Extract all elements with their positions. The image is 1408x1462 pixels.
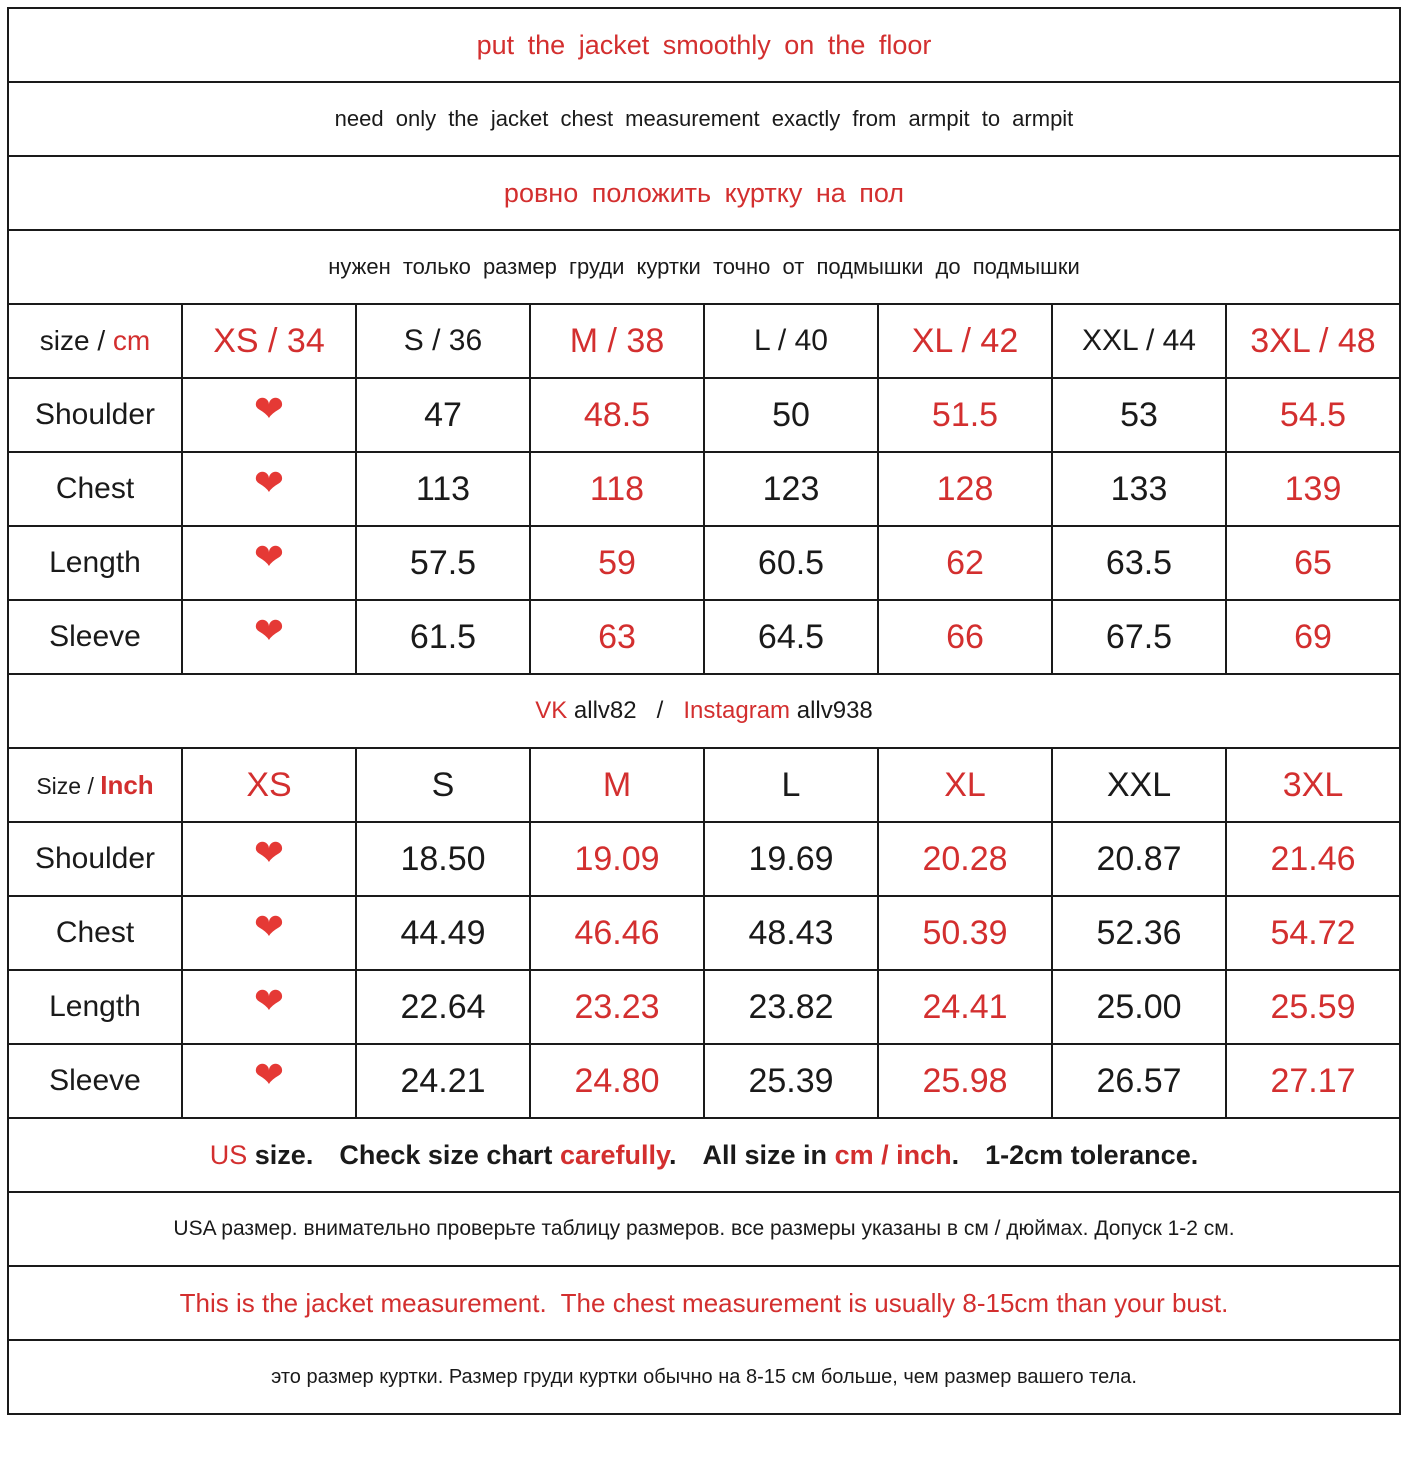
size-header-3xl: 3XL [1226, 748, 1400, 822]
value-cell: 62 [878, 526, 1052, 600]
cm-row-shoulder [8, 378, 1400, 452]
value-cell: 60.5 [704, 526, 878, 600]
row-label: Shoulder [8, 822, 182, 896]
value-cell: 44.49 [356, 896, 530, 970]
row-label: Sleeve [8, 600, 182, 674]
heart-icon: ❤ [253, 906, 285, 947]
size-header-3xl: 3XL / 48 [1226, 304, 1400, 378]
note-row-us [8, 1118, 1400, 1192]
value-cell: 50 [704, 378, 878, 452]
value-cell: 27.17 [1226, 1044, 1400, 1118]
value-cell: 63.5 [1052, 526, 1226, 600]
row-label: Chest [8, 896, 182, 970]
size-header-xs: XS / 34 [182, 304, 356, 378]
social-cell [8, 674, 1400, 748]
value-cell: 128 [878, 452, 1052, 526]
inch-row-chest [8, 896, 1400, 970]
note-check-suffix: . [669, 1139, 677, 1170]
heart-cell [182, 970, 356, 1044]
value-cell: 53 [1052, 378, 1226, 452]
value-cell: 54.5 [1226, 378, 1400, 452]
row-label: Length [8, 526, 182, 600]
note-units: cm / inch [834, 1139, 952, 1170]
value-cell: 24.41 [878, 970, 1052, 1044]
value-cell: 20.28 [878, 822, 1052, 896]
value-cell: 23.82 [704, 970, 878, 1044]
value-cell: 48.5 [530, 378, 704, 452]
inch-header-row [8, 748, 1400, 822]
value-cell: 26.57 [1052, 1044, 1226, 1118]
value-cell: 118 [530, 452, 704, 526]
value-cell: 25.39 [704, 1044, 878, 1118]
jacket-measurement-note: This is the jacket measurement. The chest measurement is usually 8-15cm than your bust. [8, 1266, 1400, 1340]
note-carefully: carefully [559, 1139, 669, 1170]
heart-cell [182, 1044, 356, 1118]
size-header-l: L / 40 [704, 304, 878, 378]
value-cell: 22.64 [356, 970, 530, 1044]
row-label: Sleeve [8, 1044, 182, 1118]
value-cell: 66 [878, 600, 1052, 674]
value-cell: 61.5 [356, 600, 530, 674]
banner-floor-ru: ровно положить куртку на пол [8, 156, 1400, 230]
value-cell: 69 [1226, 600, 1400, 674]
value-cell: 19.09 [530, 822, 704, 896]
value-cell: 133 [1052, 452, 1226, 526]
value-cell: 46.46 [530, 896, 704, 970]
us-size-note [8, 1118, 1400, 1192]
value-cell: 24.21 [356, 1044, 530, 1118]
instagram-handle: allv938 [796, 697, 873, 724]
value-cell: 57.5 [356, 526, 530, 600]
value-cell: 47 [356, 378, 530, 452]
heart-icon: ❤ [253, 832, 285, 873]
size-header-l: L [704, 748, 878, 822]
value-cell: 52.36 [1052, 896, 1226, 970]
value-cell: 59 [530, 526, 704, 600]
size-header-xl: XL [878, 748, 1052, 822]
value-cell: 20.87 [1052, 822, 1226, 896]
value-cell: 25.59 [1226, 970, 1400, 1044]
heart-cell [182, 896, 356, 970]
heart-icon: ❤ [253, 536, 285, 577]
heart-icon: ❤ [253, 1054, 285, 1095]
cm-row-length [8, 526, 1400, 600]
heart-icon: ❤ [253, 388, 285, 429]
social-separator: / [656, 697, 664, 724]
heart-cell [182, 378, 356, 452]
cm-row-chest [8, 452, 1400, 526]
note-row-ru-jacket [8, 1340, 1400, 1414]
value-cell: 48.43 [704, 896, 878, 970]
value-cell: 21.46 [1226, 822, 1400, 896]
note-size: size. [247, 1139, 314, 1170]
value-cell: 54.72 [1226, 896, 1400, 970]
size-header-xxl: XXL / 44 [1052, 304, 1226, 378]
banner-chest-ru: нужен только размер груди куртки точно от подмышки до подмышки [8, 230, 1400, 304]
inch-row-sleeve [8, 1044, 1400, 1118]
cm-row-sleeve [8, 600, 1400, 674]
note-check-prefix: Check size chart [339, 1139, 560, 1170]
heart-icon: ❤ [253, 980, 285, 1021]
banner-floor-en: put the jacket smoothly on the floor [8, 8, 1400, 82]
heart-cell [182, 600, 356, 674]
value-cell: 25.98 [878, 1044, 1052, 1118]
cm-header-row [8, 304, 1400, 378]
note-row-ru [8, 1192, 1400, 1266]
note-us: US [209, 1139, 248, 1170]
heart-cell [182, 526, 356, 600]
banner-row [8, 82, 1400, 156]
ru-jacket-note: это размер куртки. Размер груди куртки обычно на 8-15 см больше, чем размер вашего тела. [8, 1340, 1400, 1414]
banner-chest-en: need only the jacket chest measurement exactly from armpit to armpit [8, 82, 1400, 156]
note-all-suffix: . [951, 1139, 960, 1170]
row-label: Shoulder [8, 378, 182, 452]
social-row [8, 674, 1400, 748]
row-label: Chest [8, 452, 182, 526]
value-cell: 50.39 [878, 896, 1052, 970]
size-header-xs: XS [182, 748, 356, 822]
value-cell: 19.69 [704, 822, 878, 896]
value-cell: 18.50 [356, 822, 530, 896]
size-header-m: M [530, 748, 704, 822]
banner-row [8, 230, 1400, 304]
value-cell: 25.00 [1052, 970, 1226, 1044]
value-cell: 64.5 [704, 600, 878, 674]
value-cell: 51.5 [878, 378, 1052, 452]
vk-handle: allv82 [573, 697, 637, 724]
size-chart-table [7, 7, 1401, 1415]
value-cell: 139 [1226, 452, 1400, 526]
header-label-unit: cm [112, 325, 151, 356]
value-cell: 23.23 [530, 970, 704, 1044]
value-cell: 24.80 [530, 1044, 704, 1118]
heart-icon: ❤ [253, 462, 285, 503]
instagram-label: Instagram [683, 697, 791, 724]
value-cell: 113 [356, 452, 530, 526]
value-cell: 67.5 [1052, 600, 1226, 674]
row-label: Length [8, 970, 182, 1044]
banner-row [8, 8, 1400, 82]
size-header-m: M / 38 [530, 304, 704, 378]
heart-cell [182, 452, 356, 526]
inch-row-shoulder [8, 822, 1400, 896]
value-cell: 63 [530, 600, 704, 674]
ru-size-note: USA размер. внимательно проверьте таблицу размеров. все размеры указаны в см / дюймах. Допуск 1-2 см. [8, 1192, 1400, 1266]
header-label-prefix: Size / [36, 772, 101, 799]
heart-cell [182, 822, 356, 896]
size-header-xl: XL / 42 [878, 304, 1052, 378]
note-row-jacket [8, 1266, 1400, 1340]
value-cell: 65 [1226, 526, 1400, 600]
heart-icon: ❤ [253, 610, 285, 651]
note-tolerance: 1-2cm tolerance. [985, 1139, 1199, 1170]
value-cell: 123 [704, 452, 878, 526]
banner-row [8, 156, 1400, 230]
size-header-s: S / 36 [356, 304, 530, 378]
header-label-prefix: size / [39, 325, 113, 356]
cm-header-label [8, 304, 182, 378]
header-label-unit: Inch [100, 769, 154, 800]
note-all-prefix: All size in [702, 1139, 835, 1170]
inch-header-label [8, 748, 182, 822]
vk-label: VK [535, 697, 568, 724]
size-header-s: S [356, 748, 530, 822]
size-header-xxl: XXL [1052, 748, 1226, 822]
inch-row-length [8, 970, 1400, 1044]
